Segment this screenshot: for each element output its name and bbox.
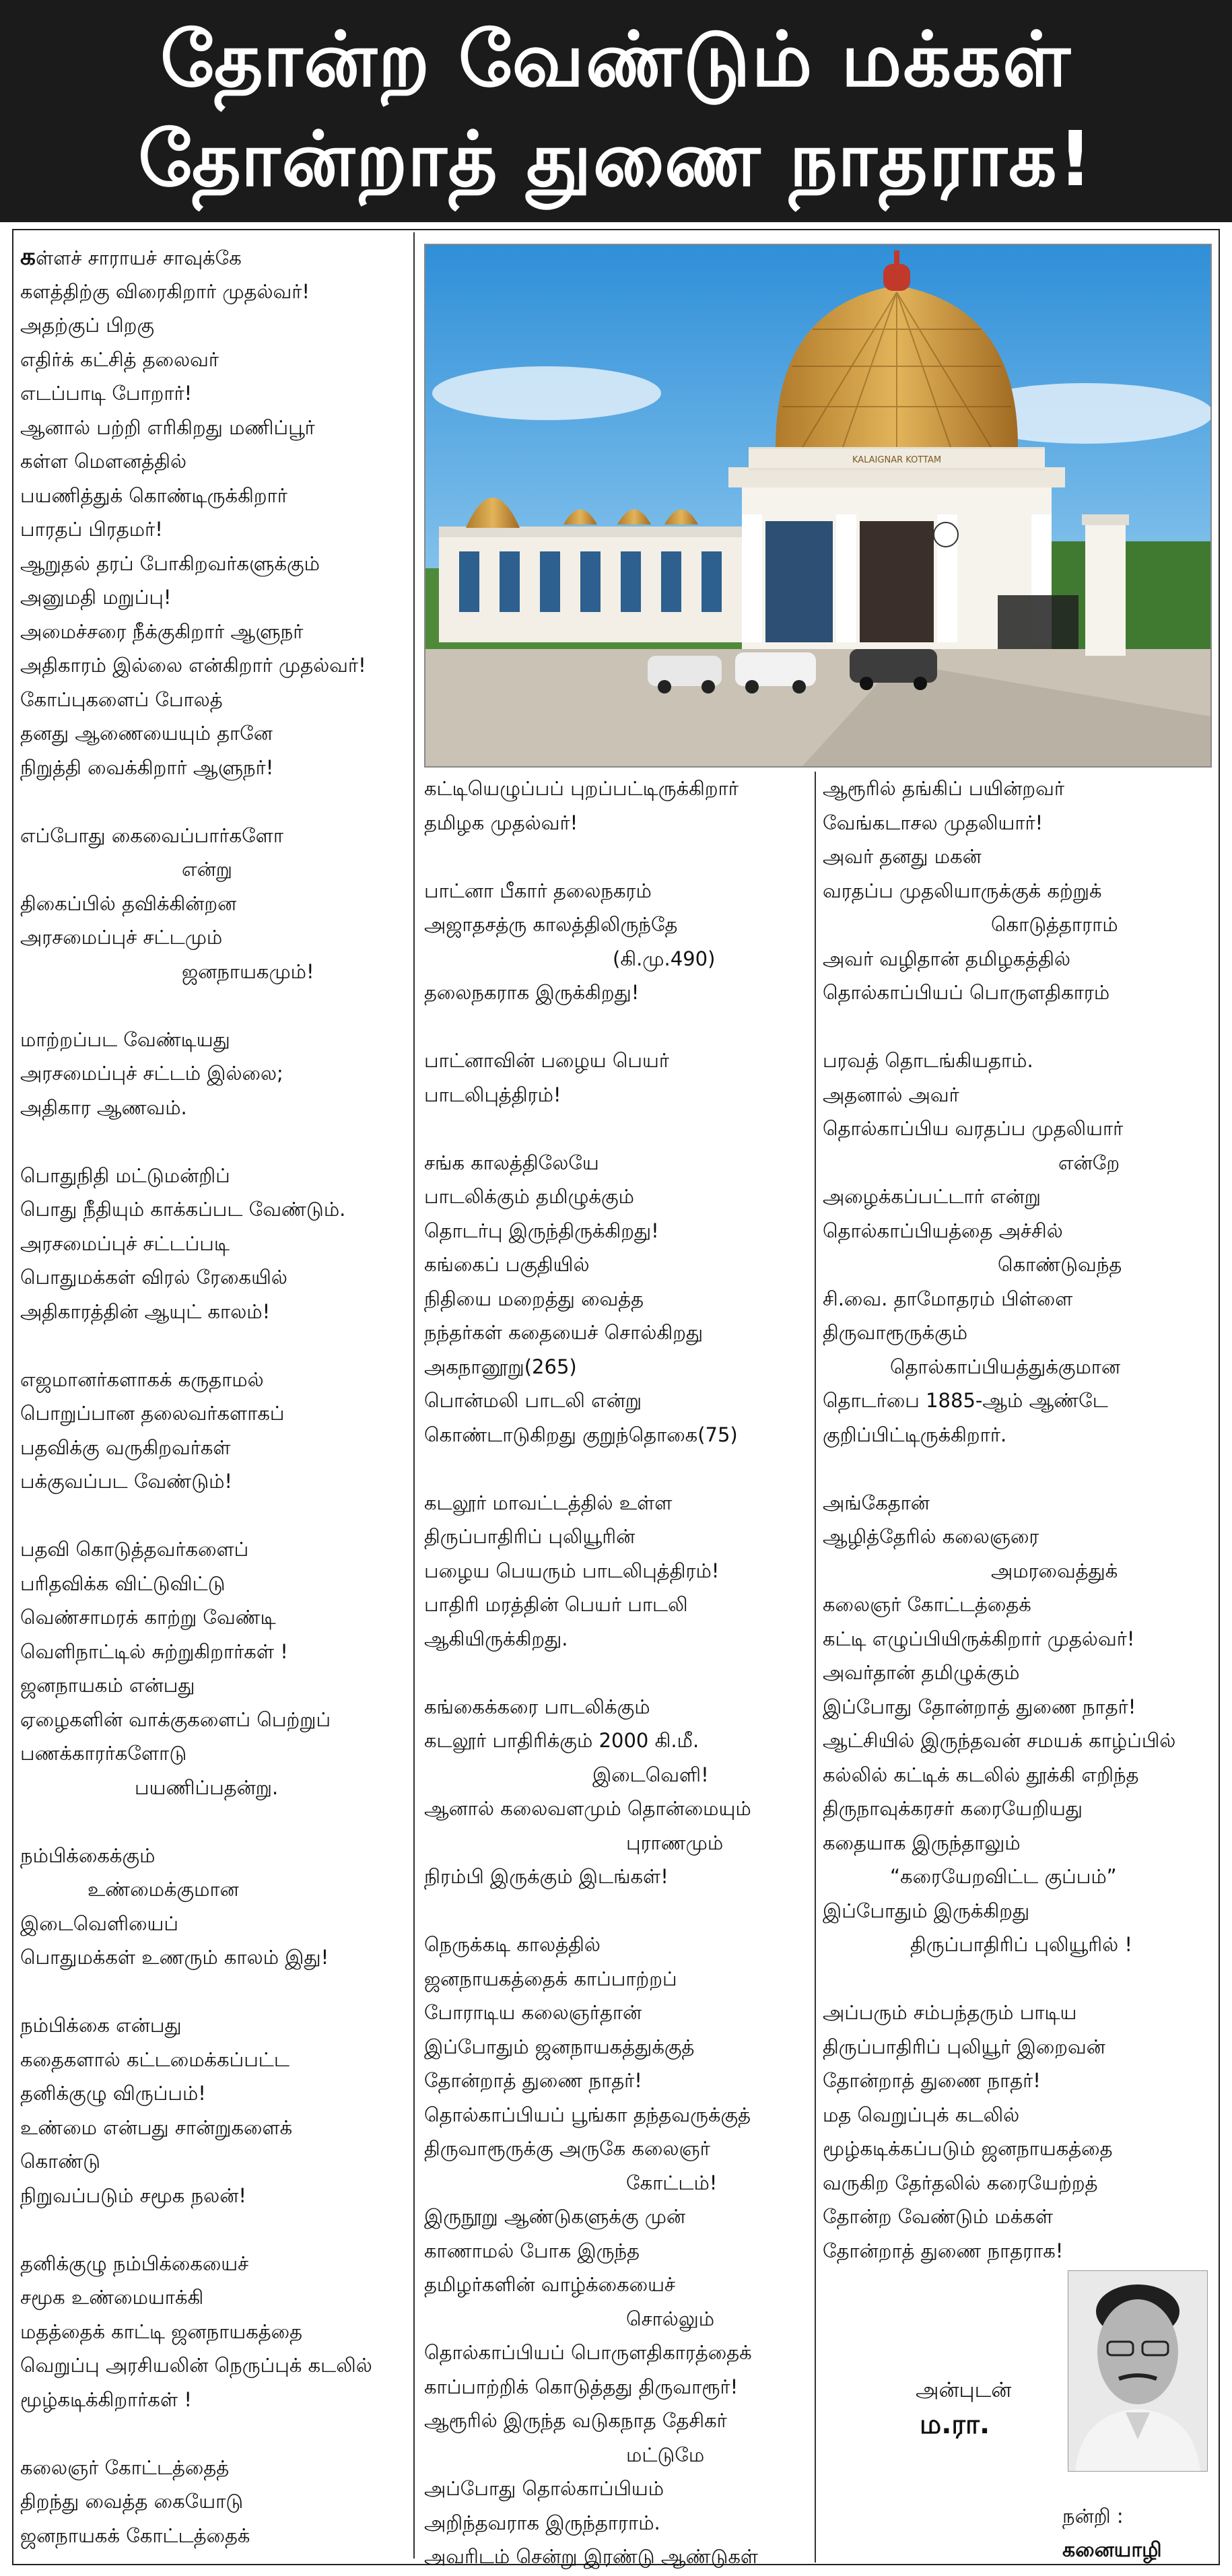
article-line: (கி.மு.490) — [613, 947, 716, 970]
article-line: நம்பிக்கைக்கும் — [20, 1843, 156, 1867]
article-line: பாடலிக்கும் தமிழுக்கும் — [424, 1185, 634, 1208]
article-line: கங்கைக்கரை பாடலிக்கும் — [424, 1695, 650, 1718]
article-line: பயணிப்பதன்று. — [135, 1775, 279, 1799]
article-line: பரவத் தொடங்கியதாம். — [823, 1049, 1033, 1072]
article-line: அவர் தனது மகன் — [823, 845, 982, 868]
article-line: பணக்காரர்களோடு — [20, 1742, 187, 1765]
article-line: குறிப்பிட்டிருக்கிறார். — [823, 1423, 1007, 1446]
article-line: தொல்காப்பிய வரதப்ப முதலியார் — [823, 1117, 1124, 1140]
article-line: திருநாவுக்கரசர் கரையேறியது — [823, 1797, 1083, 1820]
article-line: அரசமைப்புச் சட்டமும் — [20, 926, 223, 949]
article-line: சமூக உண்மையாக்கி — [20, 2286, 204, 2309]
article-line: ஆனால் கலைவளமும் தொன்மையும் — [424, 1797, 751, 1820]
paragraph-gap — [823, 1452, 1206, 1486]
author-portrait — [1068, 2270, 1208, 2472]
article-line: அதிகாரம் இல்லை என்கிறார் முதல்வர்! — [20, 654, 366, 677]
article-line: ஏழைகளின் வாக்குகளைப் பெற்றுப் — [20, 1707, 331, 1731]
article-line: ஜனநாயகம் என்பது — [20, 1674, 195, 1697]
article-line: கலைஞர் கோட்டத்தைக் — [823, 1593, 1031, 1616]
article-line: சங்க காலத்திலேயே — [424, 1151, 599, 1174]
article-line: வரதப்ப முதலியாருக்குக் கற்றுக் — [823, 879, 1102, 902]
paragraph-gap — [823, 1962, 1206, 1996]
article-line: ஜனநாயகமும்! — [182, 959, 314, 983]
paragraph-gap — [20, 2212, 407, 2247]
article-line: அரசமைப்புச் சட்டப்படி — [20, 1231, 230, 1255]
article-line: கலைஞர் கோட்டத்தைத் — [20, 2455, 230, 2479]
article-line: அதிகார ஆணவம். — [20, 1095, 187, 1119]
article-line: என்று — [182, 858, 232, 881]
portrait-illustration — [1068, 2271, 1207, 2471]
article-line: மூழ்கடிக்கிறார்கள் ! — [20, 2387, 192, 2411]
article-column-1 — [20, 240, 407, 2552]
article-line: எப்போது கைவைப்பார்களோ — [20, 823, 284, 847]
article-line: எதிர்க் கட்சித் தலைவர் — [20, 347, 219, 371]
article-line: வருகிற தேர்தலில் கரையேற்றத் — [823, 2171, 1098, 2194]
article-line: வேங்கடாசல முதலியார்! — [823, 811, 1043, 834]
article-line: தொடர்பை 1885-ஆம் ஆண்டே — [823, 1389, 1108, 1412]
article-line: தோன்றாத் துணை நாதர்! — [424, 2069, 642, 2092]
article-line: நிறுத்தி வைக்கிறார் ஆளுநர்! — [20, 755, 274, 779]
article-line: பொதுநிதி மட்டுமன்றிப் — [20, 1163, 230, 1187]
article-line: சொல்லும் — [626, 2307, 715, 2330]
article-line: கள்ள மௌனத்தில் — [20, 450, 187, 473]
paragraph-gap — [424, 1894, 808, 1928]
article-line: திருப்பாதிரிப் புலியூரில் ! — [910, 1933, 1133, 1956]
article-line: நிதியை மறைத்து வைத்த — [424, 1287, 644, 1310]
building-illustration — [425, 245, 1210, 766]
article-line: காப்பாற்றிக் கொடுத்தது திருவாரூர்! — [424, 2375, 739, 2398]
drop-cap: க — [20, 243, 36, 271]
article-line: அதனால் அவர் — [823, 1083, 959, 1106]
article-line: பொது நீதியும் காக்கப்பட வேண்டும். — [20, 1198, 346, 1221]
article-line: அப்போது தொல்காப்பியம் — [424, 2477, 664, 2500]
article-line: பயணித்துக் கொண்டிருக்கிறார் — [20, 483, 287, 507]
article-line: களத்திற்கு விரைகிறார் முதல்வர்! — [20, 279, 310, 303]
article-line: எஜமானர்களாகக் கருதாமல் — [20, 1367, 264, 1391]
article-line: தனது ஆணையையும் தானே — [20, 722, 273, 745]
article-line: இப்போதும் இருக்கிறது — [823, 1899, 1030, 1922]
article-column-2 — [424, 772, 808, 2574]
headline-line-2: தோன்றாத் துணை நாதராக! — [138, 116, 1094, 203]
article-line: உண்மைக்குமான — [88, 1878, 239, 1901]
headline-banner — [0, 0, 1232, 222]
article-line: மத வெறுப்புக் கடலில் — [823, 2103, 1020, 2126]
article-line: பொன்மலி பாடலி என்று — [424, 1389, 642, 1412]
paragraph-gap — [424, 1452, 808, 1486]
article-line: அனுமதி மறுப்பு! — [20, 586, 172, 609]
article-line: கொண்டு — [20, 2150, 101, 2173]
article-line: தொல்காப்பியத்தை அச்சில் — [823, 1219, 1063, 1242]
article-line: கட்டி எழுப்பியிருக்கிறார் முதல்வர்! — [823, 1627, 1135, 1650]
article-line: ஆழித்தேரில் கலைஞரை — [823, 1525, 1039, 1548]
article-line: பதவிக்கு வருகிறவர்கள் — [20, 1435, 231, 1459]
article-line: ஜனநாயகத்தைக் காப்பாற்றப் — [424, 1967, 677, 1990]
article-line: நெருக்கடி காலத்தில் — [424, 1933, 601, 1956]
article-line: இடைவெளியைப் — [20, 1911, 179, 1935]
paragraph-gap — [20, 988, 407, 1023]
paragraph-gap — [424, 1112, 808, 1146]
article-line: அறிந்தவராக இருந்தாராம். — [424, 2511, 660, 2534]
headline-line-1: தோன்ற வேண்டும் மக்கள் — [160, 16, 1072, 104]
article-line: தொல்காப்பியப் பூங்கா தந்தவருக்குத் — [424, 2103, 751, 2126]
article-line: பொதுமக்கள் விரல் ரேகையில் — [20, 1266, 287, 1289]
article-line: வெளிநாட்டில் சுற்றுகிறார்கள் ! — [20, 1639, 288, 1663]
paragraph-gap — [20, 1124, 407, 1159]
article-line: அங்கேதான் — [823, 1491, 930, 1514]
paragraph-gap — [20, 784, 407, 819]
article-line: கொண்டாடுகிறது குறுந்தொகை(75) — [424, 1423, 738, 1446]
article-line: அகநானூறு(265) — [424, 1355, 577, 1378]
article-line: இப்போது தோன்றாத் துணை நாதர்! — [823, 1695, 1136, 1718]
article-line: உண்மை என்பது சான்றுகளைக் — [20, 2115, 293, 2139]
article-line: “கரையேறவிட்ட குப்பம்” — [890, 1865, 1117, 1888]
article-line: வெண்சாமரக் காற்று வேண்டி — [20, 1606, 276, 1629]
article-line: கதைகளால் கட்டமைக்கப்பட்ட — [20, 2047, 289, 2071]
article-line — [20, 240, 407, 275]
article-line: ஆரூரில் இருந்த வடுகநாத தேசிகர் — [424, 2409, 727, 2432]
column-divider-2 — [815, 772, 816, 2563]
article-line: தமிழக முதல்வர்! — [424, 811, 578, 834]
article-line: சி.வை. தாமோதரம் பிள்ளை — [823, 1287, 1073, 1310]
article-line: தமிழர்களின் வாழ்க்கையைச் — [424, 2273, 676, 2296]
article-line: பழைய பெயரும் பாடலிபுத்திரம்! — [424, 1559, 720, 1582]
article-line: தொல்காப்பியப் பொருளதிகாரம் — [823, 981, 1110, 1004]
article-line: அமரவைத்துக் — [991, 1559, 1118, 1582]
article-line: தலைநகராக இருக்கிறது! — [424, 981, 640, 1004]
article-line: தோன்ற வேண்டும் மக்கள் — [823, 2205, 1053, 2228]
article-line: திருப்பாதிரிப் புலியூரின் — [424, 1525, 636, 1548]
article-line: தனிக்குழு விருப்பம்! — [20, 2082, 206, 2105]
article-line: கொடுத்தாராம் — [991, 913, 1118, 936]
paragraph-gap — [823, 1010, 1206, 1044]
article-line: காணாமல் போக இருந்த — [424, 2239, 640, 2262]
paragraph-gap — [424, 1010, 808, 1044]
article-line: பாட்னா பீகார் தலைநகரம் — [424, 879, 652, 902]
article-line: தொல்காப்பியத்துக்குமான — [890, 1355, 1121, 1378]
article-line: பாடலிபுத்திரம்! — [424, 1083, 561, 1106]
article-line: மூழ்கடிக்கப்படும் ஜனநாயகத்தை — [823, 2137, 1113, 2160]
article-line: திருவாரூருக்கும் — [823, 1321, 968, 1344]
article-line: இருநூறு ஆண்டுகளுக்கு முன் — [424, 2205, 686, 2228]
article-line: என்றே — [1058, 1151, 1120, 1174]
article-line: கடலூர் பாதிரிக்கும் 2000 கி.மீ. — [424, 1729, 699, 1752]
article-line: அழைக்கப்பட்டார் என்று — [823, 1185, 1041, 1208]
paragraph-gap — [20, 1975, 407, 2009]
article-line: இடைவெளி! — [592, 1763, 709, 1786]
article-line: ஆகியிருக்கிறது. — [424, 1627, 568, 1650]
article-line: ஆனால் பற்றி எரிகிறது மணிப்பூர் — [20, 415, 315, 439]
article-line: அரசமைப்புச் சட்டம் இல்லை; — [20, 1062, 283, 1085]
article-line: திகைப்பில் தவிக்கின்றன — [20, 891, 237, 915]
article-line: கதையாக இருந்தாலும் — [823, 1831, 1021, 1854]
paragraph-gap — [424, 840, 808, 874]
article-line: பக்குவப்பட வேண்டும்! — [20, 1470, 233, 1493]
article-line: கொண்டுவந்த — [998, 1253, 1122, 1276]
memorial-building-photo — [424, 244, 1212, 768]
article-line: ஆட்சியில் இருந்தவன் சமயக் காழ்ப்பில் — [823, 1729, 1176, 1752]
greeting-text: அன்புடன் — [916, 2378, 1012, 2402]
article-line: தனிக்குழு நம்பிக்கையைச் — [20, 2251, 249, 2275]
article-line: நிறுவப்படும் சமூக நலன்! — [20, 2183, 246, 2207]
article-line: திருவாரூருக்கு அருகே கலைஞர் — [424, 2137, 710, 2160]
article-line: இப்போதும் ஜனநாயகத்துக்குத் — [424, 2035, 695, 2058]
article-line: அப்பரும் சம்பந்தரும் பாடிய — [823, 2001, 1077, 2024]
article-line: அதற்குப் பிறகு — [20, 314, 155, 337]
article-line: பொறுப்பான தலைவர்களாகப் — [20, 1402, 285, 1425]
paragraph-gap — [20, 1328, 407, 1363]
article-line: மட்டுமே — [626, 2443, 705, 2466]
article-line: புராணமும் — [626, 1831, 724, 1854]
author-initials: ம.ரா. — [920, 2409, 990, 2440]
article-line: திருப்பாதிரிப் புலியூர் இறைவன் — [823, 2035, 1105, 2058]
source-name: கனையாழி — [1062, 2538, 1162, 2562]
article-line: தொல்காப்பியப் பொருளதிகாரத்தைக் — [424, 2341, 752, 2364]
article-line: அஜாதசத்ரு காலத்திலிருந்தே — [424, 913, 678, 936]
article-line-text: ள்ளச் சாராயச் சாவுக்கே — [36, 246, 242, 269]
article-line: கோப்புகளைப் போலத் — [20, 687, 223, 711]
article-line: பாரதப் பிரதமர்! — [20, 518, 163, 541]
article-line: கங்கைப் பகுதியில் — [424, 1253, 590, 1276]
article-line: கடலூர் மாவட்டத்தில் உள்ள — [424, 1491, 673, 1514]
article-line: ஆறுதல் தரப் போகிறவர்களுக்கும் — [20, 551, 320, 575]
article-line: எடப்பாடி போறார்! — [20, 382, 193, 405]
article-line: தொடர்பு இருந்திருக்கிறது! — [424, 1219, 659, 1242]
article-line: மாற்றப்பட வேண்டியது — [20, 1027, 230, 1051]
article-line: அவர் வழிதான் தமிழகத்தில் — [823, 947, 1071, 970]
thanks-label: நன்றி : — [1062, 2505, 1124, 2528]
article-line: கல்லில் கட்டிக் கடலில் தூக்கி எறிந்த — [823, 1763, 1139, 1786]
article-line: பொதுமக்கள் உணரும் காலம் இது! — [20, 1946, 329, 1969]
article-line: பரிதவிக்க விட்டுவிட்டு — [20, 1571, 226, 1595]
article-line: நந்தர்கள் கதையைச் சொல்கிறது — [424, 1321, 704, 1344]
article-line: தோன்றாத் துணை நாதர்! — [823, 2069, 1041, 2092]
article-line: ஜனநாயகக் கோட்டத்தைக் — [20, 2523, 250, 2547]
article-line: தோன்றாத் துணை நாதராக! — [823, 2239, 1064, 2262]
article-line: அவர்தான் தமிழுக்கும் — [823, 1661, 1020, 1684]
article-line: அதிகாரத்தின் ஆயுட் காலம்! — [20, 1299, 271, 1323]
article-line: அமைச்சரை நீக்குகிறார் ஆளுநர் — [20, 619, 304, 643]
article-line: அவரிடம் சென்று இரண்டு ஆண்டுகள் — [424, 2545, 759, 2568]
article-line: மதத்தைக் காட்டி ஜனநாயகத்தை — [20, 2319, 302, 2343]
article-line: கோட்டம்! — [626, 2171, 718, 2194]
article-line: பதவி கொடுத்தவர்களைப் — [20, 1538, 249, 1561]
article-line: வெறுப்பு அரசியலின் நெருப்புக் கடலில் — [20, 2354, 372, 2377]
paragraph-gap — [20, 2416, 407, 2451]
article-line: கட்டியெழுப்பப் புறப்பட்டிருக்கிறார் — [424, 777, 739, 800]
article-line: பாதிரி மரத்தின் பெயர் பாடலி — [424, 1593, 688, 1616]
paragraph-gap — [424, 1656, 808, 1690]
article-line: போராடிய கலைஞர்தான் — [424, 2001, 642, 2024]
article-column-3 — [823, 772, 1206, 2268]
article-line: திறந்து வைத்த கையோடு — [20, 2490, 244, 2513]
column-divider-1 — [413, 232, 415, 2558]
building-sign: KALAIGNAR KOTTAM — [852, 455, 942, 465]
article-line: நம்பிக்கை என்பது — [20, 2014, 182, 2037]
article-line: ஆரூரில் தங்கிப் பயின்றவர் — [823, 777, 1064, 800]
paragraph-gap — [20, 1499, 407, 1533]
paragraph-gap — [20, 1804, 407, 1839]
article-line: பாட்னாவின் பழைய பெயர் — [424, 1049, 670, 1072]
article-line: நிரம்பி இருக்கும் இடங்கள்! — [424, 1865, 669, 1888]
